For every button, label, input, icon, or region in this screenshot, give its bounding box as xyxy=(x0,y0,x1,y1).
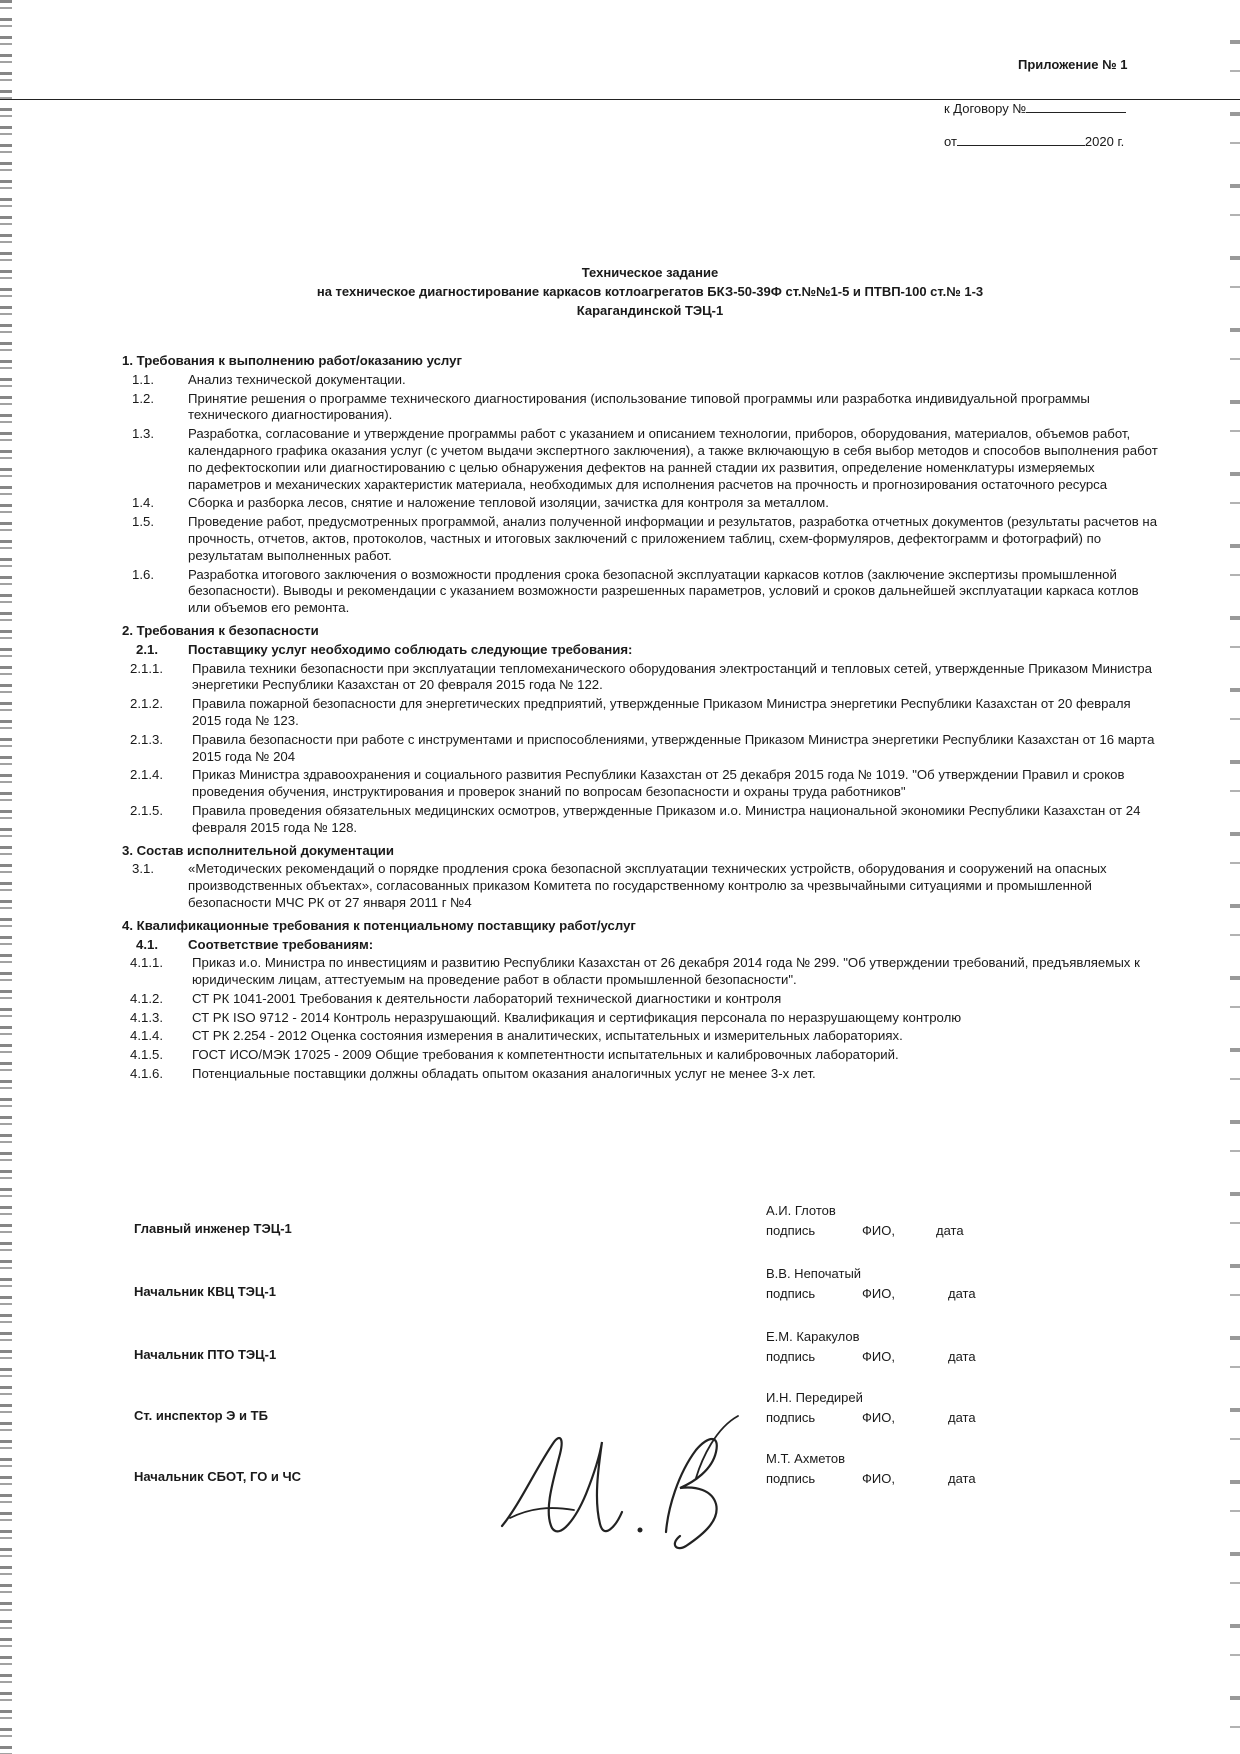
item-number: 2.1.3. xyxy=(130,731,163,747)
item-text: СТ РК 1041-2001 Требования к деятельности лабораторий технической диагностики и контроля xyxy=(192,990,782,1006)
item-number: 1.2. xyxy=(132,390,154,406)
sub-heading-text: Поставщику услуг необходимо соблюдать следующие требования: xyxy=(188,641,633,657)
list-item xyxy=(122,991,1162,1008)
item-number: 1.6. xyxy=(132,566,154,582)
sign-label: подпись xyxy=(766,1286,816,1301)
signature-row xyxy=(134,1329,1034,1379)
sub-heading-text: Соответствие требованиям: xyxy=(188,936,374,952)
sub-heading-number: 2.1. xyxy=(136,641,158,657)
item-number: 3.1. xyxy=(132,861,154,877)
item-text: Проведение работ, предусмотренных программой, анализ полученной информации и результатов, разработка отчетных документов (результаты расчетов на прочность, отчетов, актов, протоколов, частных и итоговых заключений с приложением таблиц, схем-формуляров, дефектограмм и фотографий) по результатам выполненных работ. xyxy=(188,514,1158,563)
list-item xyxy=(122,1010,1162,1027)
signatory-name: М.Т. Ахметов xyxy=(766,1451,846,1466)
section-heading: 3. Состав исполнительной документации xyxy=(122,842,394,858)
item-number: 4.1.5. xyxy=(130,1047,163,1063)
date-label: дата xyxy=(948,1349,976,1364)
date-label: дата xyxy=(948,1286,976,1301)
sub-heading xyxy=(122,937,1162,954)
item-number: 4.1.1. xyxy=(130,955,163,971)
fio-label: ФИО, xyxy=(862,1349,895,1364)
list-item xyxy=(122,1028,1162,1045)
date-label: дата xyxy=(948,1471,976,1486)
item-number: 1.5. xyxy=(132,514,154,530)
date-prefix: от xyxy=(944,134,957,149)
item-number: 4.1.3. xyxy=(130,1009,163,1025)
title-line-3: Карагандинской ТЭЦ-1 xyxy=(576,303,724,318)
signatory-role: Начальник СБОТ, ГО и ЧС xyxy=(134,1469,302,1484)
list-item xyxy=(122,803,1162,837)
list-item xyxy=(122,1066,1162,1083)
section-heading: 1. Требования к выполнению работ/оказанию услуг xyxy=(122,353,462,368)
item-number: 1.1. xyxy=(132,371,154,387)
handwritten-signature xyxy=(490,1408,750,1558)
item-text: Анализ технической документации. xyxy=(188,371,406,387)
item-text: Правила пожарной безопасности для энергетических предприятий, утвержденные Приказом Министра энергетики Республики Казахстан от 20 февраля 2015 года № 123. xyxy=(192,696,1131,728)
list-item xyxy=(122,567,1162,617)
signatory-role: Ст. инспектор Э и ТБ xyxy=(134,1408,268,1423)
signatory-name: В.В. Непочатый xyxy=(766,1266,862,1281)
item-number: 4.1.4. xyxy=(130,1028,163,1044)
item-text: Принятие решения о программе технического диагностирования (использование типовой программы или разработка индивидуальной программы технического диагностирования). xyxy=(188,390,1090,423)
sign-label: подпись xyxy=(766,1471,816,1486)
signatory-name: А.И. Глотов xyxy=(766,1203,836,1218)
section-heading: 2. Требования к безопасности xyxy=(122,622,319,638)
sub-heading xyxy=(122,642,1162,659)
item-text: Приказ и.о. Министра по инвестициям и развитию Республики Казахстан от 26 декабря 2014 года № 299. "Об утверждении требований, предъявляемых к юридическим лицам, аттестуемым на проведение работ в области промышленной безопасности". xyxy=(192,955,1140,988)
fio-label: ФИО, xyxy=(862,1410,895,1425)
item-text: СТ РК 2.254 - 2012 Оценка состояния измерения в аналитических, испытательных и измерительных лабораториях. xyxy=(192,1028,903,1044)
item-text: Правила безопасности при работе с инструментами и приспособлениями, утвержденные Приказом Министра энергетики Республики Казахстан от 16 марта 2015 года № 204 xyxy=(192,731,1155,764)
item-number: 2.1.5. xyxy=(130,802,163,818)
list-item xyxy=(122,372,1162,389)
item-text: «Методических рекомендаций о порядке продления срока безопасной эксплуатации технических устройств, оборудования и сооружений на опасных производственных объектах», согласованных приказом Комитета по государственному контролю за чрезвычайными ситуациями и промышленной безопасности МЧС РК от 27 января 2011 г №4 xyxy=(188,861,1107,910)
title-line-2: на техническое диагностирование каркасов котлоагрегатов БКЗ-50-39Ф ст.№№1-5 и ПТВП-100 ст.№ 1-3 xyxy=(316,284,984,299)
sign-label: подпись xyxy=(766,1223,816,1238)
list-item xyxy=(122,1047,1162,1064)
list-item xyxy=(122,767,1162,801)
item-number: 2.1.4. xyxy=(130,767,163,783)
signatory-role: Главный инженер ТЭЦ-1 xyxy=(134,1221,292,1236)
list-item xyxy=(122,391,1162,425)
contract-number-line xyxy=(944,100,1126,116)
contract-date-line xyxy=(944,133,1124,149)
signatory-name: И.Н. Передирей xyxy=(766,1390,863,1405)
item-number: 2.1.1. xyxy=(130,660,163,676)
item-text: Разработка, согласование и утверждение программы работ с указанием и описанием технологии, приборов, оборудования, материалов, объемов работ, календарного графика оказания услуг (с учетом выдачи экспертного заключения), а также включающую в себя выбор методов и способов выполнения работ по дефектоскопии или диагностированию с целью обнаружения дефектов на ранней стадии их развития, определение номенклатуры измеряемых параметров и механических характеристик материала, необходимых для исполнения расчетов на прочность и прогнозирования остаточного ресурса xyxy=(188,426,1158,492)
item-text: Разработка итогового заключения о возможности продления срока безопасной эксплуатации каркасов котлов (заключение экспертизы промышленной безопасности). Выводы и рекомендации с указанием возможности разрешенных параметров, условий и сроков дальнейшей эксплуатации каркаса котлов или объемов его ремонта. xyxy=(188,566,1139,616)
list-item xyxy=(122,495,1162,512)
item-text: Сборка и разборка лесов, снятие и наложение тепловой изоляции, зачистка для контроля за металлом. xyxy=(188,495,829,511)
appendix-label: Приложение № 1 xyxy=(1018,57,1128,72)
item-number: 4.1.6. xyxy=(130,1066,163,1082)
date-label: дата xyxy=(936,1223,964,1238)
signature-row xyxy=(134,1203,1034,1253)
item-number: 1.3. xyxy=(132,426,154,442)
list-item xyxy=(122,661,1162,695)
document-title xyxy=(0,263,1240,320)
item-number: 1.4. xyxy=(132,495,154,511)
item-number: 2.1.2. xyxy=(130,696,163,712)
contract-number-blank xyxy=(1026,100,1126,113)
list-item xyxy=(122,426,1162,493)
item-number: 4.1.2. xyxy=(130,990,163,1006)
item-text: СТ РК ISO 9712 - 2014 Контроль неразрушающий. Квалификация и сертификация персонала по неразрушающему контролю xyxy=(192,1009,962,1025)
list-item xyxy=(122,955,1162,989)
signatory-role: Начальник КВЦ ТЭЦ-1 xyxy=(134,1284,276,1299)
contract-label: к Договору № xyxy=(944,101,1027,116)
title-line-1: Техническое задание xyxy=(581,265,719,280)
date-blank xyxy=(957,133,1085,146)
item-text: Потенциальные поставщики должны обладать опытом оказания аналогичных услуг не менее 3-х лет. xyxy=(192,1066,816,1082)
list-item xyxy=(122,514,1162,564)
date-suffix: 2020 г. xyxy=(1084,134,1125,149)
item-text: Правила техники безопасности при эксплуатации тепломеханического оборудования электростанций и тепловых сетей, утвержденные Приказом Министра энергетики Республики Казахстан от 20 февраля 2015 года № 122. xyxy=(192,660,1152,693)
fio-label: ФИО, xyxy=(862,1286,895,1301)
section-heading: 4. Квалификационные требования к потенциальному поставщику работ/услуг xyxy=(122,917,636,933)
sign-label: подпись xyxy=(766,1410,816,1425)
item-text: Приказ Министра здравоохранения и социального развития Республики Казахстан от 25 декабря 2015 года № 1019. "Об утверждении Правил и сроков проведения обучения, инструктирования и проверок знаний по вопросам безопасности и охраны труда работников" xyxy=(192,767,1125,800)
list-item xyxy=(122,696,1162,730)
list-item xyxy=(122,732,1162,766)
fio-label: ФИО, xyxy=(862,1471,895,1486)
date-label: дата xyxy=(948,1410,976,1425)
fio-label: ФИО, xyxy=(862,1223,895,1238)
signature-row xyxy=(134,1266,1034,1316)
document-body xyxy=(122,347,1162,1085)
sub-heading-number: 4.1. xyxy=(136,936,158,952)
sign-label: подпись xyxy=(766,1349,816,1364)
signatory-name: Е.М. Каракулов xyxy=(766,1329,860,1344)
list-item xyxy=(122,861,1162,911)
item-text: Правила проведения обязательных медицинских осмотров, утвержденные Приказом и.о. Министра национальной экономики Республики Казахстан от 24 февраля 2015 года № 128. xyxy=(192,802,1141,835)
item-text: ГОСТ ИСО/МЭК 17025 - 2009 Общие требования к компетентности испытательных и калибровочных лабораторий. xyxy=(192,1047,899,1063)
signatory-role: Начальник ПТО ТЭЦ-1 xyxy=(134,1347,277,1362)
